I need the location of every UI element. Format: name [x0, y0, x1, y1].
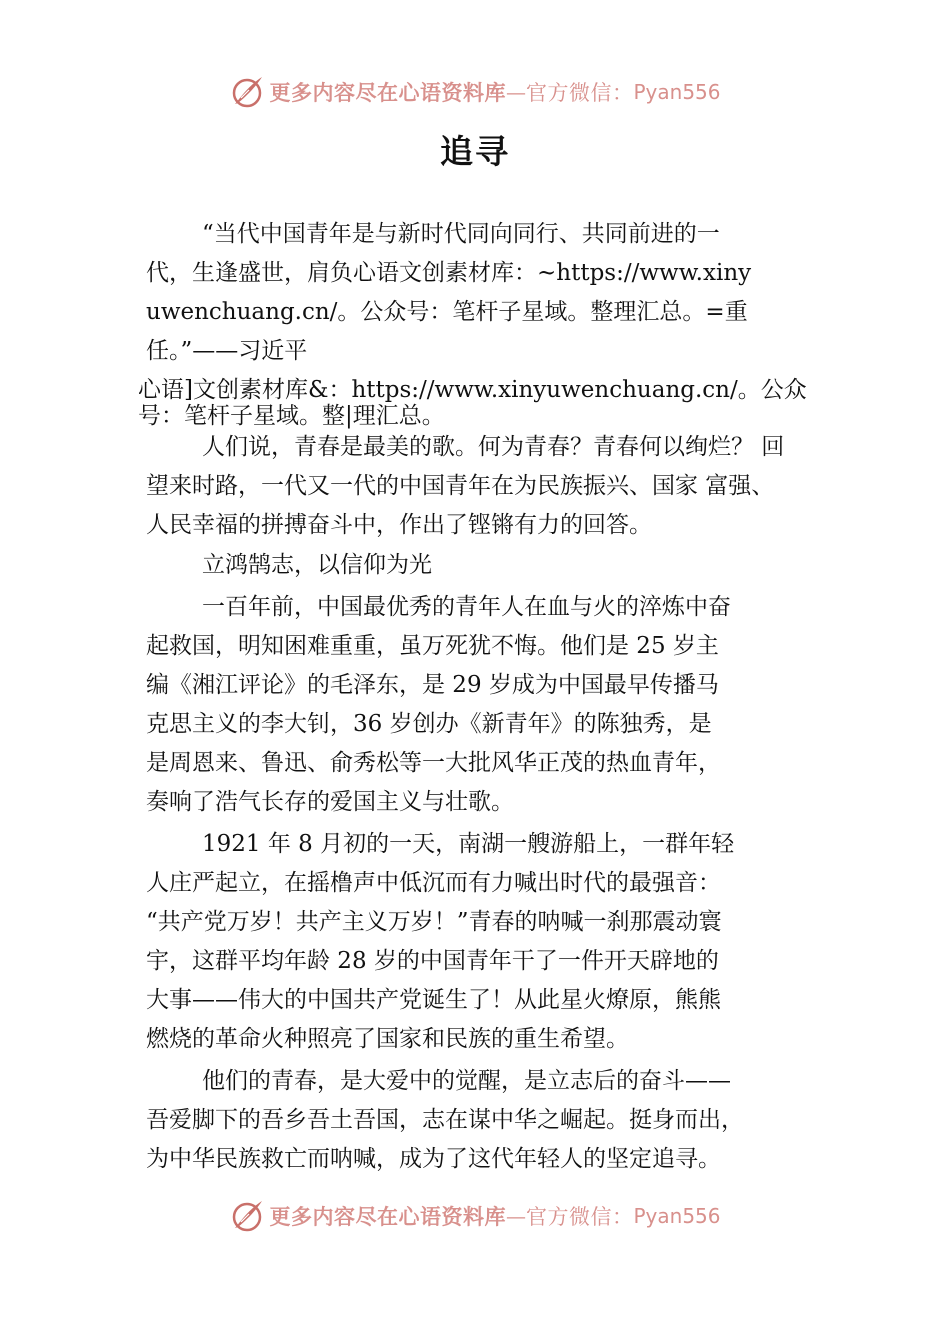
- text-line: 人民幸福的拼搏奋斗中，作出了铿锵有力的回答。: [146, 512, 652, 538]
- text-line: 他们的青春，是大爱中的觉醒，是立志后的奋斗——: [202, 1068, 731, 1094]
- banner-wechat-label: 官方微信：: [525, 81, 634, 105]
- text-line: 克思主义的李大钊，36 岁创办《新青年》的陈独秀，是: [146, 711, 712, 737]
- text-line: uwenchuang.cn/。公众号：笔杆子星域。整理汇总。=重: [146, 299, 748, 325]
- text-line: 是周恩来、鲁迅、俞秀松等一大批风华正茂的热血青年，: [146, 750, 721, 776]
- text-line: 编《湘江评论》的毛泽东，是 29 岁成为中国最早传播马: [146, 672, 719, 698]
- quill-logo-icon: [229, 1198, 265, 1234]
- text-line: 号：笔杆子星域。整|理汇总。: [138, 403, 445, 429]
- text-line: “当代中国青年是与新时代同向同行、共同前进的一: [202, 221, 720, 247]
- text-line: 宇，这群平均年龄 28 岁的中国青年干了一件开天辟地的: [146, 948, 719, 974]
- text-line: 一百年前，中国最优秀的青年人在血与火的淬炼中奋: [202, 594, 731, 620]
- banner-dash: —: [505, 1204, 526, 1228]
- section-heading: 立鸿鹄志，以信仰为光: [202, 552, 432, 578]
- footer-banner: [0, 1196, 950, 1236]
- text-line: 燃烧的革命火种照亮了国家和民族的重生希望。: [146, 1026, 629, 1052]
- text-line: 大事——伟大的中国共产党诞生了！从此星火燎原，熊熊: [146, 987, 721, 1013]
- text-line: 奏响了浩气长存的爱国主义与壮歌。: [146, 789, 514, 815]
- banner-text: 更多内容尽在心语资料库: [269, 1204, 506, 1229]
- text-line: 代，生逢盛世，肩负心语文创素材库：~https://www.xiny: [146, 260, 752, 286]
- header-banner: [0, 72, 950, 112]
- text-line: 心语]文创素材库&：https://www.xinyuwenchuang.cn/。公众: [138, 377, 807, 403]
- text-line: 为中华民族救亡而呐喊，成为了这代年轻人的坚定追寻。: [146, 1146, 721, 1172]
- quill-logo-icon: [229, 74, 265, 110]
- text-line: 人们说，青春是最美的歌。何为青春？青春何以绚烂？ 回: [202, 434, 785, 460]
- text-line: 起救国，明知困难重重，虽万死犹不悔。他们是 25 岁主: [146, 633, 719, 659]
- text-line: 人庄严起立，在摇橹声中低沉而有力喊出时代的最强音：: [146, 870, 721, 896]
- text-line: 任。”——习近平: [146, 338, 308, 364]
- banner-wechat-id: Pyan556: [633, 80, 721, 104]
- banner-dash: —: [505, 80, 526, 104]
- page-title: 追寻: [440, 132, 510, 171]
- banner-text: 更多内容尽在心语资料库: [269, 80, 506, 105]
- banner-wechat-id: Pyan556: [633, 1204, 721, 1228]
- banner-wechat-label: 官方微信：: [525, 1205, 634, 1229]
- text-line: 吾爱脚下的吾乡吾土吾国，志在谋中华之崛起。挺身而出，: [146, 1107, 744, 1133]
- text-line: 望来时路，一代又一代的中国青年在为民族振兴、国家 富强、: [146, 473, 775, 499]
- text-line: 1921 年 8 月初的一天，南湖一艘游船上，一群年轻: [202, 831, 735, 857]
- text-line: “共产党万岁！共产主义万岁！”青春的呐喊一刹那震动寰: [146, 909, 722, 935]
